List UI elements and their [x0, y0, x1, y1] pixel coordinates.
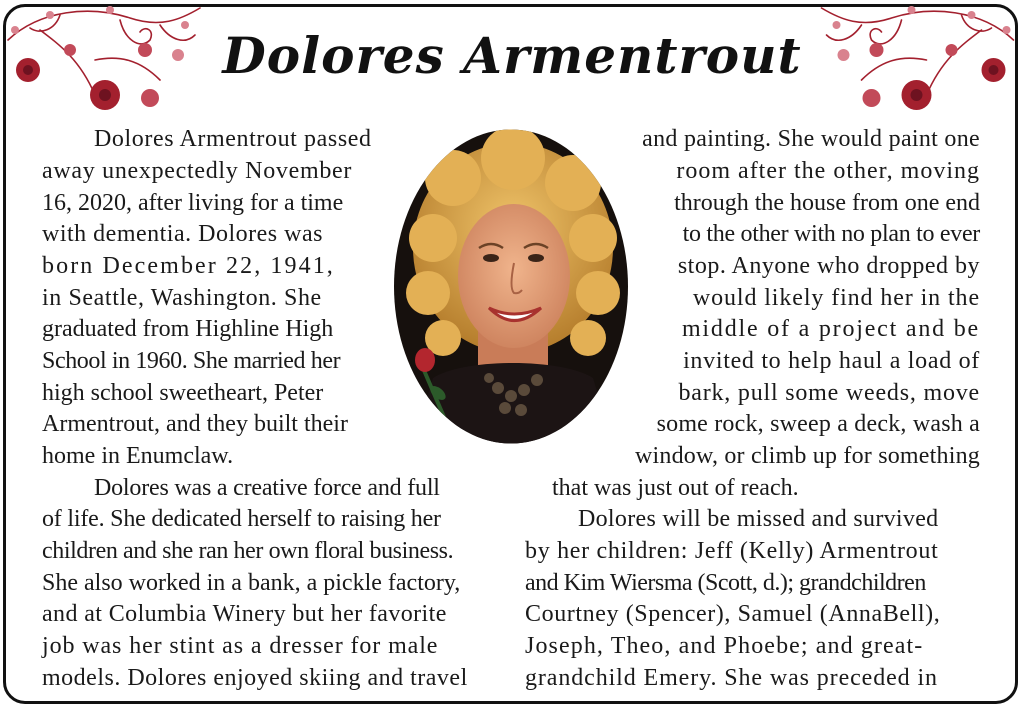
- paragraph-line: graduated from Highline High: [42, 316, 334, 342]
- paragraph-line: middle of a project and be: [681, 316, 980, 342]
- paragraph-line: high school sweetheart, Peter: [42, 380, 324, 406]
- paragraph-line: home in Enumclaw.: [42, 443, 234, 469]
- obituary-title: Dolores Armentrout: [222, 26, 802, 85]
- paragraph-line: through the house from one end: [674, 190, 980, 216]
- paragraph-line: window, or climb up for something: [634, 443, 980, 469]
- paragraph-line: room after the other, moving: [676, 158, 980, 184]
- paragraph-line: models. Dolores enjoyed skiing and travel: [42, 665, 468, 691]
- paragraph-line: by her children: Jeff (Kelly) Armentrout: [525, 538, 939, 564]
- paragraph-line: Dolores was a creative force and full: [94, 475, 440, 501]
- paragraph-line: of life. She dedicated herself to raising her: [42, 506, 441, 532]
- paragraph-line: and painting. She would paint one: [642, 126, 980, 152]
- paragraph-line: 16, 2020, after living for a time: [42, 190, 344, 216]
- paragraph-line: children and she ran her own floral business.: [42, 538, 454, 564]
- paragraph-line: bark, pull some weeds, move: [678, 380, 980, 406]
- paragraph-line: She also worked in a bank, a pickle factory,: [42, 570, 461, 596]
- paragraph-line: Dolores Armentrout passed: [94, 126, 372, 152]
- paragraph-line: and Kim Wiersma (Scott, d.); grandchildren: [525, 570, 926, 596]
- paragraph-line: invited to help haul a load of: [683, 348, 980, 374]
- paragraph-line: Dolores will be missed and survived: [578, 506, 939, 532]
- paragraph-line: stop. Anyone who dropped by: [677, 253, 980, 279]
- paragraph-line: Armentrout, and they built their: [42, 411, 348, 437]
- paragraph-line: some rock, sweep a deck, wash a: [656, 411, 980, 437]
- paragraph-line: with dementia. Dolores was: [42, 221, 323, 247]
- paragraph-line: born December 22, 1941,: [42, 253, 335, 279]
- paragraph-line: School in 1960. She married her: [42, 348, 341, 374]
- paragraph-line: would likely find her in the: [692, 285, 980, 311]
- paragraph-line: in Seattle, Washington. She: [42, 285, 322, 311]
- paragraph-line: grandchild Emery. She was preceded in: [525, 665, 938, 691]
- paragraph-line: to the other with no plan to ever: [682, 221, 980, 247]
- paragraph-line: Courtney (Spencer), Samuel (AnnaBell),: [525, 601, 941, 627]
- paragraph-line: and at Columbia Winery but her favorite: [42, 601, 447, 627]
- paragraph-line: Joseph, Theo, and Phoebe; and great-: [525, 633, 924, 659]
- portrait-photo: [393, 128, 629, 445]
- paragraph-line: away unexpectedly November: [42, 158, 353, 184]
- paragraph-line: job was her stint as a dresser for male: [42, 633, 439, 659]
- paragraph-line: that was just out of reach.: [552, 475, 799, 501]
